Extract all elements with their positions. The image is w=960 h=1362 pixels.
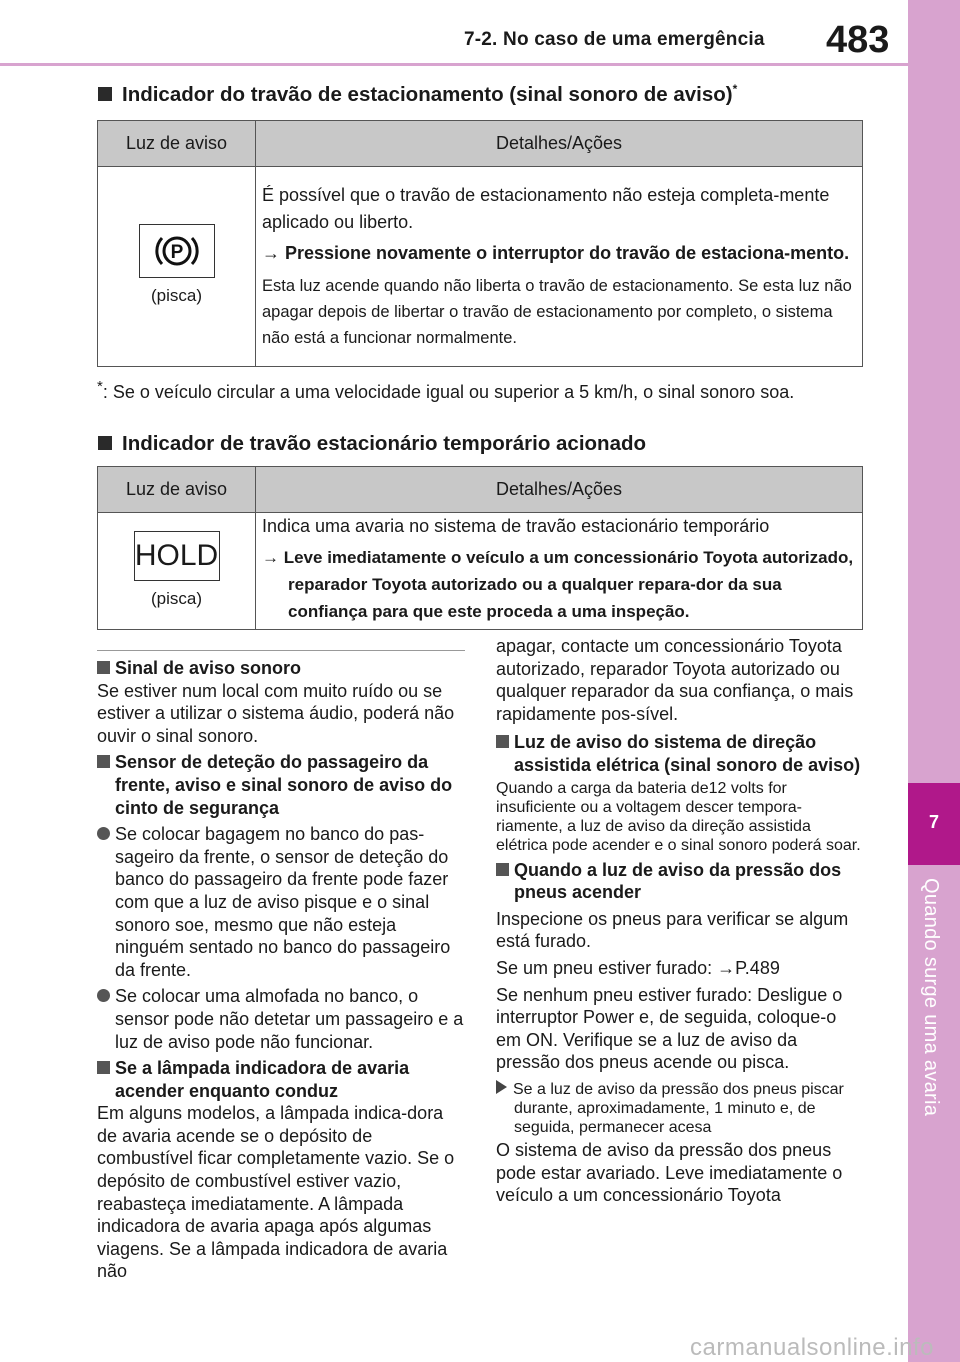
section1-title: Indicador do travão de estacionamento (sinal sonoro de aviso)* (98, 82, 737, 107)
icon-label: (pisca) (150, 286, 202, 305)
note-text: Esta luz acende quando não liberta o travão de estacionamento. Se esta luz não apagar depois de libertar o travão de estacionamento por completo, o sistema não está a funcionar normalmente. (262, 277, 852, 347)
left-column (97, 657, 465, 1283)
header-rule (0, 63, 908, 66)
details-cell (256, 513, 863, 630)
divider (97, 650, 465, 651)
square-bullet-icon (97, 755, 110, 768)
action-text: → Pressione novamente o interruptor do travão de estaciona-mento. (262, 243, 850, 263)
col-header-details: Detalhes/Ações (256, 467, 863, 513)
warning-light-cell (98, 167, 256, 367)
col-header-details: Detalhes/Ações (256, 121, 863, 167)
square-bullet-icon (97, 1061, 110, 1074)
details-cell (256, 167, 863, 367)
paragraph: Se estiver num local com muito ruído ou se estiver a utilizar o sistema áudio, poderá não ouvir o sinal sonoro. (97, 680, 455, 746)
bullet-item: Se colocar bagagem no banco do pas-sageiro da frente, o sensor de deteção do banco do passageiro da frente pode fazer com que a luz de aviso pisque e o sinal sonoro soe, mesmo que não esteja ninguém sentado no banco do passageiro da frente. (97, 823, 465, 981)
heading: Sensor de deteção do passageiro da frente, aviso e sinal sonoro de aviso do cinto de segurança (97, 751, 465, 819)
section1-table (97, 120, 863, 367)
warning-light-cell (98, 513, 256, 630)
square-bullet-icon (98, 436, 112, 450)
square-bullet-icon (97, 661, 110, 674)
paragraph: Quando a carga da bateria de12 volts for insuficiente ou a voltagem descer tempora-riamente, a luz de aviso da direção assistida elétrica pode acender e o sinal sonoro poderá soar. (496, 779, 861, 854)
heading: Sinal de aviso sonoro (97, 657, 465, 680)
chapter-number: 7 (928, 812, 939, 832)
side-tab-top (908, 0, 960, 783)
paragraph: Em alguns modelos, a lâmpada indica-dora de avaria acende se o depósito de combustível ficar completamente vazio. Se o depósito de combustível estiver vazio, reabasteça imediatamente. A lâmpada indicadora de avaria apaga após algumas viagens. Se a lâmpada indicadora de avaria não (97, 1103, 455, 1282)
paragraph: apagar, contacte um concessionário Toyota autorizado, reparador Toyota autorizado ou qualquer reparador da sua confiança, o mais rapidamente pos-sível. (496, 636, 854, 724)
round-bullet-icon (97, 989, 110, 1002)
right-column (496, 635, 866, 1207)
square-bullet-icon (496, 735, 509, 748)
page-reference: Se um pneu estiver furado: →P.489 (496, 957, 780, 978)
hold-icon: HOLD (134, 531, 220, 581)
col-header-light: Luz de aviso (98, 121, 256, 167)
square-bullet-icon (98, 87, 112, 101)
heading: Se a lâmpada indicadora de avaria acender enquanto conduz (97, 1057, 465, 1102)
chapter-title: Quando surge uma avaria (920, 878, 942, 1117)
section2-title: Indicador de travão estacionário temporário acionado (98, 432, 646, 456)
heading: Luz de aviso do sistema de direção assistida elétrica (sinal sonoro de aviso) (496, 731, 866, 776)
section2-table (97, 466, 863, 630)
square-bullet-icon (496, 863, 509, 876)
paragraph: Inspecione os pneus para verificar se algum está furado. (496, 908, 849, 952)
watermark: carmanualsonline.info (690, 1334, 934, 1361)
round-bullet-icon (97, 827, 110, 840)
page-number: 483 (826, 19, 890, 61)
details-text: É possível que o travão de estacionamento não esteja completa-mente aplicado ou liberto. (262, 185, 830, 232)
paragraph: Se nenhum pneu estiver furado: Desligue o interruptor Power e, de seguida, coloque-o em ON. Verifique se a luz de aviso da pressão dos pneus acende ou pisca. (496, 984, 843, 1073)
heading: Quando a luz de aviso da pressão dos pneus acender (496, 859, 866, 904)
chapter-header: 7-2. No caso de uma emergência (464, 29, 765, 50)
icon-label: (pisca) (150, 588, 202, 608)
bullet-item: Se colocar uma almofada no banco, o sensor pode não detetar um passageiro e a luz de aviso pode não funcionar. (97, 985, 465, 1053)
col-header-light: Luz de aviso (98, 467, 256, 513)
parking-brake-icon (139, 224, 215, 278)
action-text: → Leve imediatamente o veículo a um concessionário Toyota autorizado, reparador Toyota autorizado ou a qualquer repara-dor da sua confiança para que este proceda a uma inspeção. (262, 548, 854, 621)
details-text: Indica uma avaria no sistema de travão estacionário temporário (262, 516, 770, 536)
svg-text:P: P (170, 242, 183, 263)
triangle-bullet-icon (496, 1080, 507, 1094)
condition-item: Se a luz de aviso da pressão dos pneus piscar durante, aproximadamente, 1 minuto e, de seguida, permanecer acesa (496, 1080, 866, 1137)
paragraph: O sistema de aviso da pressão dos pneus pode estar avariado. Leve imediatamente o veículo a um concessionário Toyota (496, 1139, 843, 1206)
footnote: *: Se o veículo circular a uma velocidade igual ou superior a 5 km/h, o sinal sonoro soa. (97, 378, 795, 402)
